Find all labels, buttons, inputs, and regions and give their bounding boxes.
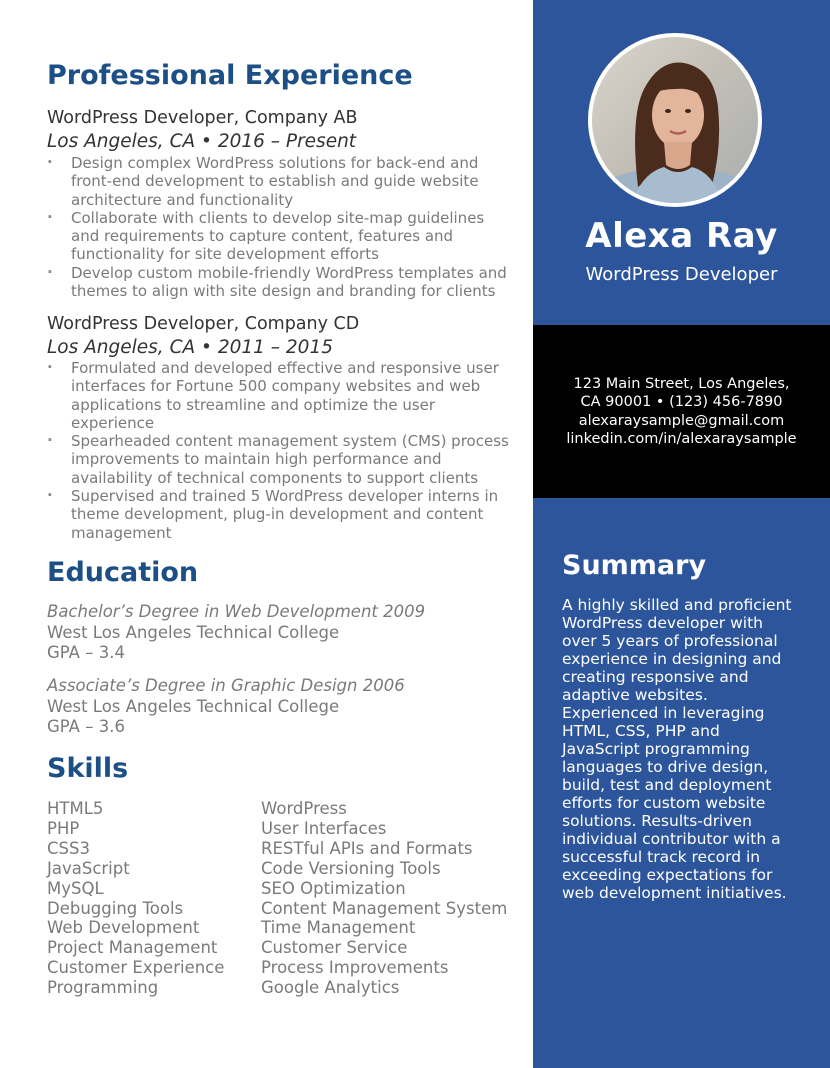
list-item: HTML5 [47,799,104,818]
contact-email[interactable]: alexaraysample@gmail.com [578,412,785,429]
list-item: · Formulated and developed effective and responsive user interfaces for Fortune 500 company websites and web applications to streamline and optimize the user experience [47,359,517,432]
contact-block [533,325,830,498]
list-item: Time Management [261,918,416,938]
contact-address-line-2: CA 90001 • (123) 456-7890 [580,394,783,410]
school: West Los Angeles Technical College [47,622,340,642]
list-item: Programming [47,978,159,998]
job-location: Los Angeles, CA • 2016 – Present [47,131,357,152]
gpa: GPA – 3.6 [47,717,125,736]
experience-heading: Professional Experience [47,60,413,91]
job-1-bullets [47,154,517,300]
school: West Los Angeles Technical College [47,696,340,716]
skills-heading: Skills [47,753,129,784]
contact-linkedin[interactable]: linkedin.com/in/alexaraysample [566,431,797,447]
summary-text: A highly skilled and proficient WordPress developer with over 5 years of professional experience in designing and creating responsive and adaptive websites. Experienced in leveraging HTML, CSS, PHP and JavaScript programming languages to drive design, build, test and deployment efforts for custom website solutions. Results-driven individual contributor with a successful track record in exceeding expectations for web development initiatives. [562,596,792,902]
job-1 [47,107,358,153]
avatar [588,33,762,207]
list-item: · Supervised and trained 5 WordPress developer interns in theme development, plug-in development and content management [47,487,517,542]
list-item: PHP [47,818,80,838]
degree: Bachelor’s Degree in Web Development 2009 [47,602,426,621]
gpa: GPA – 3.4 [47,643,125,662]
list-item: WordPress [261,799,347,818]
job-title: WordPress Developer, Company AB [47,108,358,128]
list-item: · Spearheaded content management system (CMS) process improvements to maintain high performance and availability of technical components to support clients [47,432,517,487]
degree: Associate’s Degree in Graphic Design 2006 [47,676,405,695]
list-item: Customer Experience [47,958,225,978]
job-2-bullets [47,359,517,542]
education-heading: Education [47,557,199,588]
job-location: Los Angeles, CA • 2011 – 2015 [47,337,333,358]
list-item: Code Versioning Tools [261,858,441,878]
sidebar [533,0,830,1068]
list-item: MySQL [47,878,104,898]
skills-column-1 [47,799,224,998]
list-item: Google Analytics [261,978,400,998]
portrait-image [592,37,758,203]
contact-address-line-1: 123 Main Street, Los Angeles, [573,375,790,392]
list-item: · Design complex WordPress solutions for back-end and front-end development to establish and guide website architecture and functionality [47,154,517,209]
education-item-2 [47,676,405,738]
list-item: Project Management [47,938,218,958]
list-item: Web Development [47,918,200,938]
education-item-1 [47,602,425,664]
list-item: Customer Service [261,938,408,958]
person-job-title: WordPress Developer [585,264,778,285]
summary-heading: Summary [562,550,707,581]
list-item: User Interfaces [261,818,387,838]
list-item: CSS3 [47,838,90,858]
person-name: Alexa Ray [585,216,778,256]
list-item: SEO Optimization [261,878,406,898]
list-item: · Collaborate with clients to develop site-map guidelines and requirements to capture content, features and functionality for site development efforts [47,209,517,264]
list-item: · Develop custom mobile-friendly WordPress templates and themes to align with site design and branding for clients [47,264,517,301]
job-title: WordPress Developer, Company CD [47,314,360,334]
list-item: JavaScript [47,858,130,878]
job-2 [47,313,359,359]
skills-column-2 [261,799,507,998]
list-item: RESTful APIs and Formats [261,838,473,858]
list-item: Process Improvements [261,958,449,978]
list-item: Content Management System [261,898,508,918]
list-item: Debugging Tools [47,898,184,918]
